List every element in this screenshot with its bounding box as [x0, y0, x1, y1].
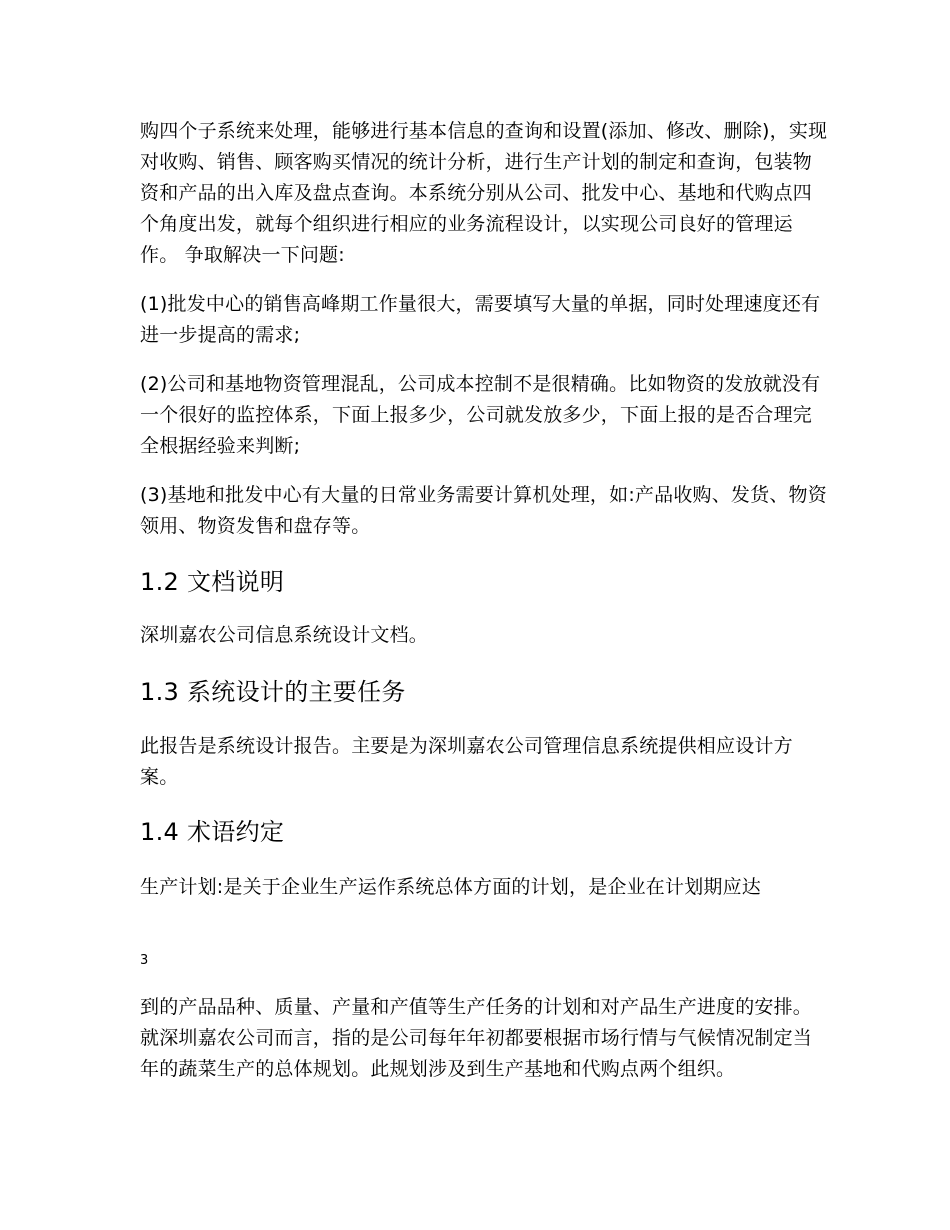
section-heading-1-2: 1.2 文档说明	[140, 568, 285, 596]
intro-paragraph: 购四个子系统来处理，能够进行基本信息的查询和设置(添加、修改、删除)，实现对收购、销售、顾客购买情况的统计分析，进行生产计划的制定和查询，包装物资和产品的出入库及盘点查询。本系统分别从公司、批发中心、基地和代购点四个角度出发，就每个组织进行相应的业务流程设计，以实现公司良好的管理运作。 争取解决一下问题:	[140, 120, 828, 266]
issue-item-3: (3)基地和批发中心有大量的日常业务需要计算机处理，如:产品收购、发货、物资领用、物资发售和盘存等。	[140, 484, 827, 537]
terms-paragraph-continued: 到的产品品种、质量、产量和产值等生产任务的计划和对产品生产进度的安排。就深圳嘉农公司而言，指的是公司每年年初都要根据市场行情与气候情况制定当年的蔬菜生产的总体规划。此规划涉及到生产基地和代购点两个组织。	[140, 996, 813, 1080]
section-heading-1-3: 1.3 系统设计的主要任务	[140, 678, 406, 706]
design-tasks-paragraph: 此报告是系统设计报告。主要是为深圳嘉农公司管理信息系统提供相应设计方案。	[140, 735, 793, 788]
terms-paragraph-start: 生产计划:是关于企业生产运作系统总体方面的计划，是企业在计划期应达	[140, 876, 762, 898]
issue-item-2: (2)公司和基地物资管理混乱，公司成本控制不是很精确。比如物资的发放就没有一个很好的监控体系，下面上报多少，公司就发放多少，下面上报的是否合理完全根据经验来判断;	[140, 373, 821, 457]
page-number: 3	[140, 953, 149, 968]
issue-item-1: (1)批发中心的销售高峰期工作量很大，需要填写大量的单据，同时处理速度还有进一步提高的需求;	[140, 293, 821, 346]
section-heading-1-4: 1.4 术语约定	[140, 818, 285, 846]
doc-description-paragraph: 深圳嘉农公司信息系统设计文档。	[140, 624, 429, 646]
